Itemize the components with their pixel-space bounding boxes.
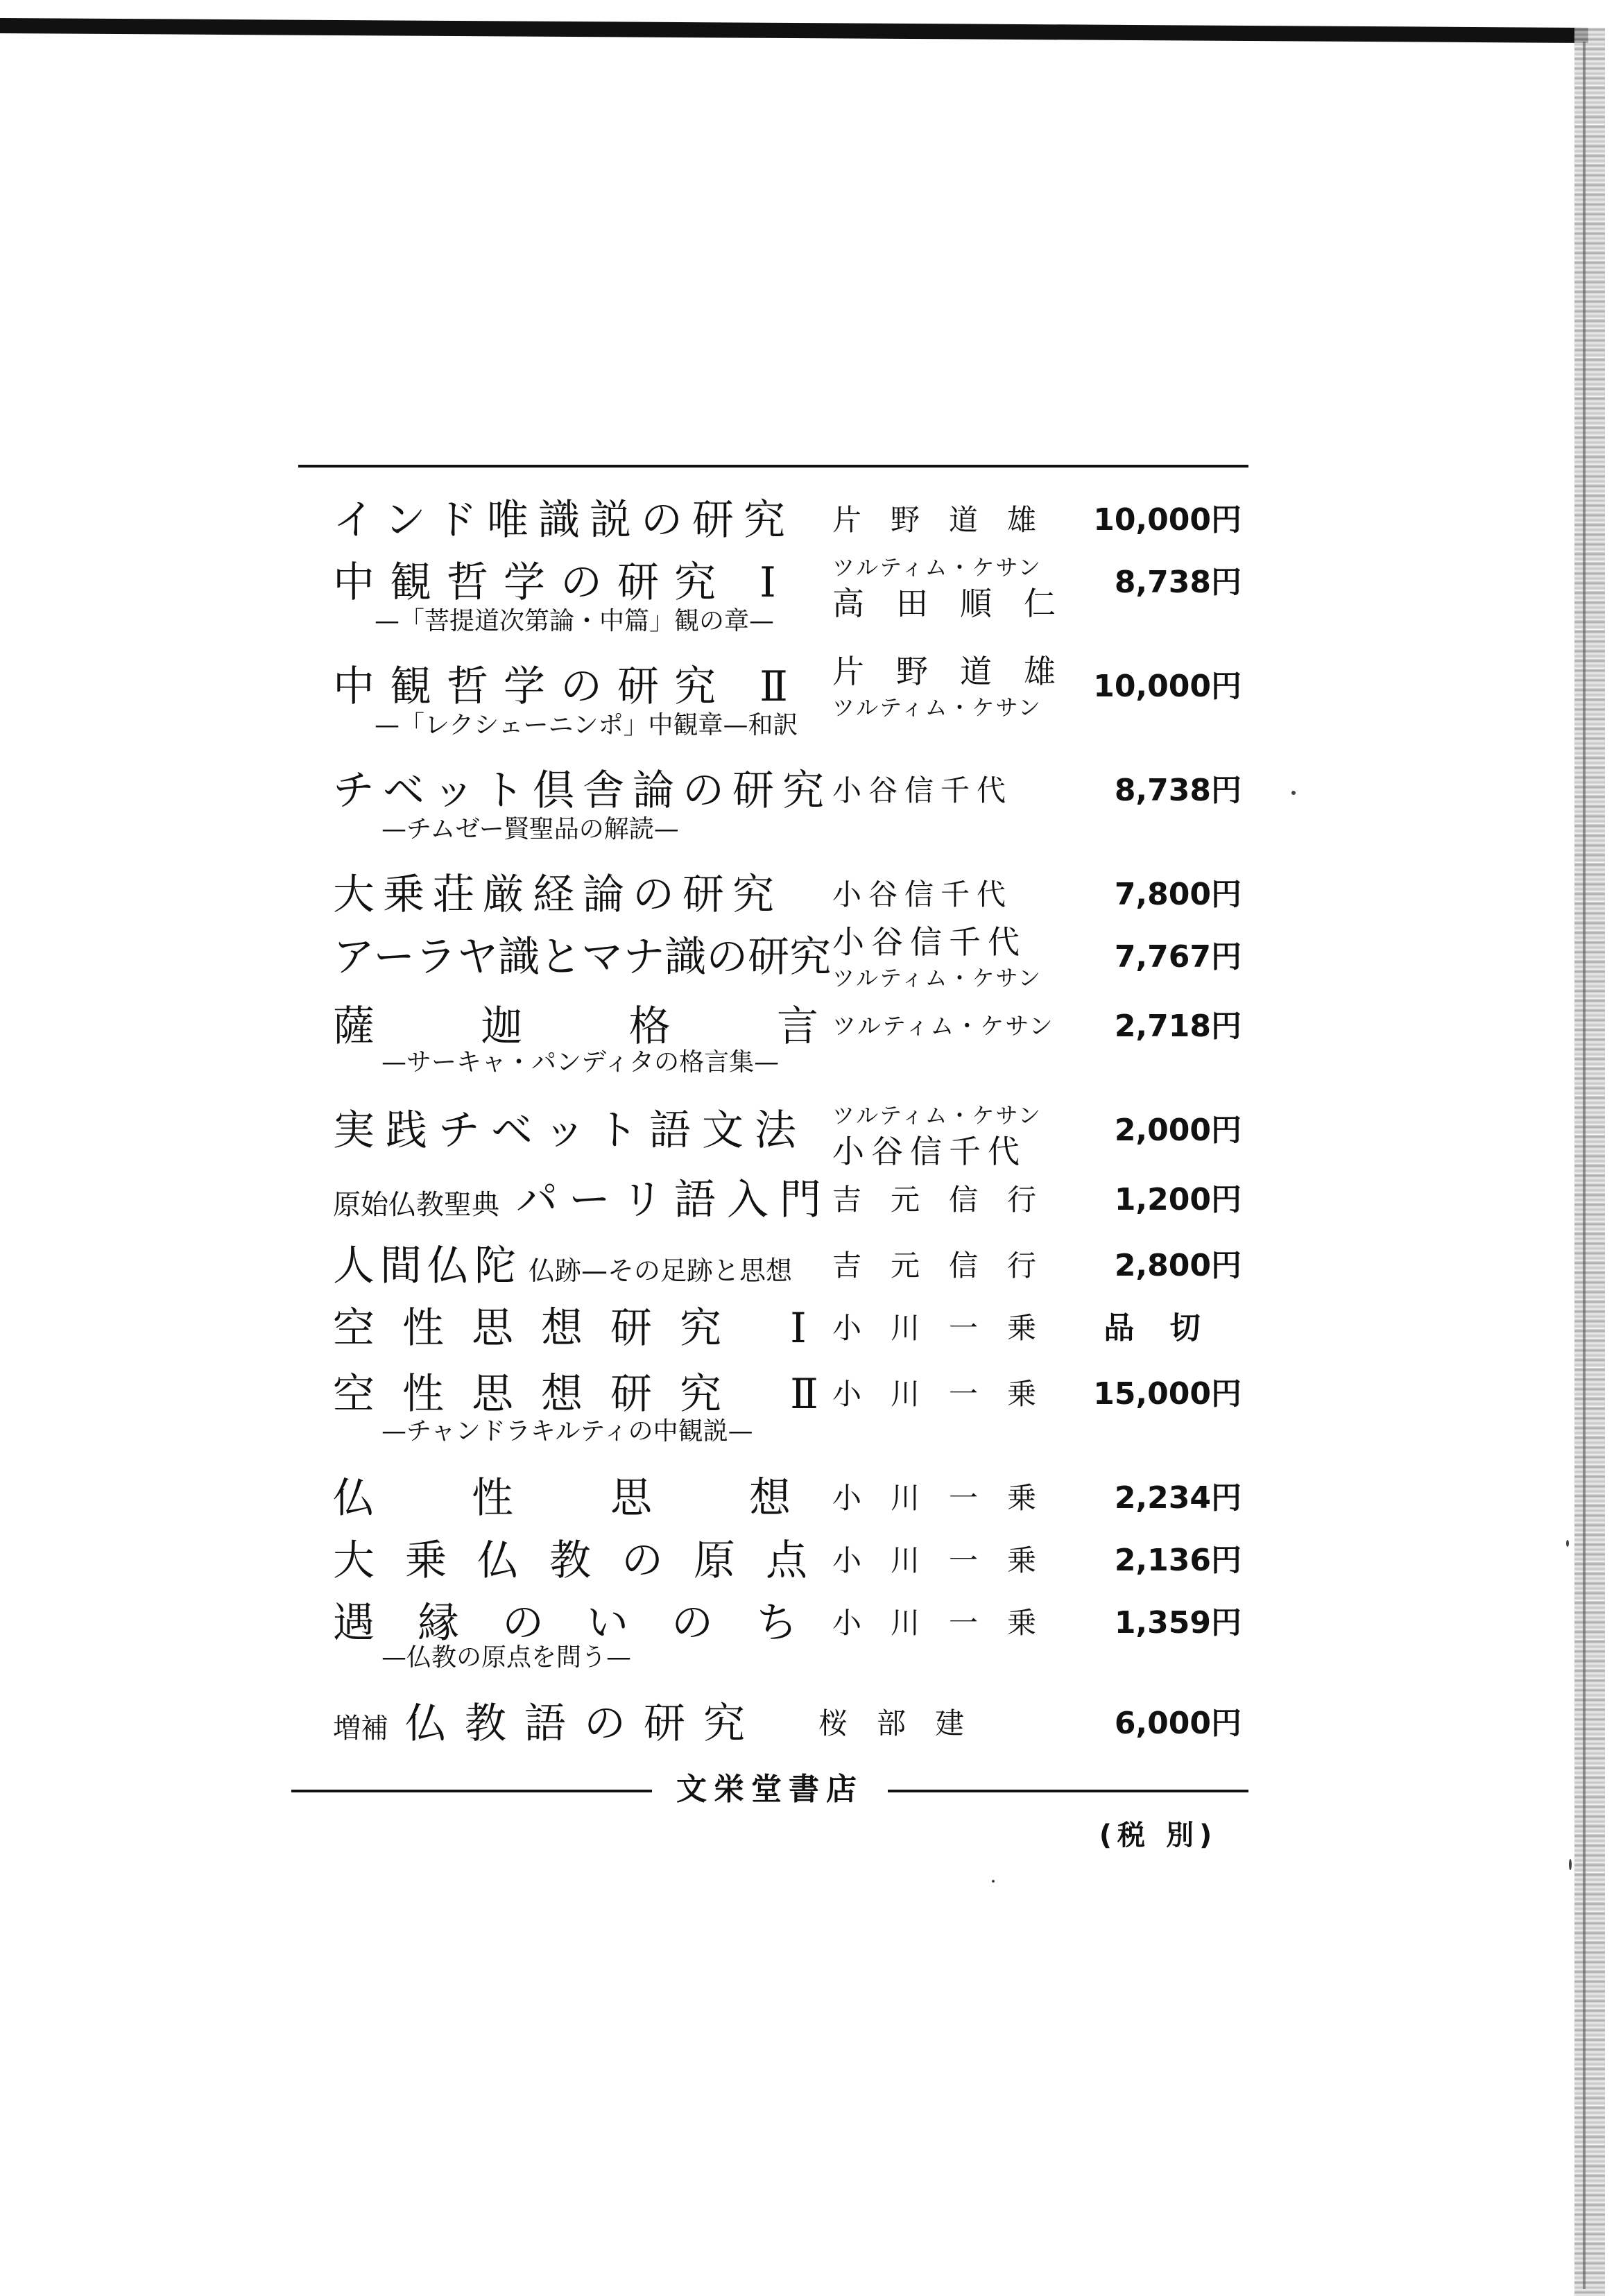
book-author: 小谷信千代 — [832, 773, 1013, 807]
book-authors — [832, 655, 1061, 724]
book-price: 7,767円 — [1114, 939, 1242, 975]
book-subtitle: —「レクシェーニンポ」中観章—和訳 — [375, 711, 798, 739]
book-subtitle: —チャンドラキルティの中観説— — [381, 1417, 753, 1446]
book-authors — [832, 1099, 1061, 1168]
book-author: 片 野 道 雄 — [832, 503, 1037, 537]
book-author: 小谷信千代 — [832, 877, 1013, 911]
book-price: 1,359円 — [1114, 1605, 1242, 1640]
book-author: ツルティム・ケサン — [832, 1102, 1042, 1129]
book-title: 空性思想研究 Ⅱ — [333, 1370, 846, 1419]
book-price: 15,000円 — [1093, 1376, 1242, 1412]
catalog-top-rule — [298, 465, 1248, 468]
book-author: 小 川 一 乗 — [832, 1606, 1037, 1640]
book-title: インド唯識説の研究 — [333, 496, 795, 545]
book-title: 中観哲学の研究 Ⅱ — [333, 662, 803, 711]
book-author: 小 川 一 乗 — [832, 1481, 1037, 1515]
book-catalog — [291, 465, 1262, 1851]
book-price: 2,718円 — [1114, 1009, 1242, 1044]
book-author: ツルティム・ケサン — [832, 694, 1042, 721]
catalog-footer — [291, 1769, 1262, 1851]
book-title: 空性思想研究 Ⅰ — [333, 1304, 834, 1353]
book-author: 吉 元 信 行 — [832, 1183, 1037, 1217]
book-title: 大乗仏教の原点 — [333, 1536, 838, 1585]
book-title: 実践チベット語文法 — [333, 1106, 807, 1155]
book-title: 大乗荘厳経論の研究 — [333, 871, 782, 919]
book-title: 薩 迦 格 言 — [333, 1002, 818, 1051]
book-author: 小 川 一 乗 — [832, 1377, 1037, 1411]
right-scan-edge-line — [1583, 42, 1586, 2289]
book-subtitle: —「菩提道次第論・中篇」観の章— — [375, 607, 775, 635]
book-price: 6,000円 — [1114, 1706, 1242, 1741]
book-price: 1,200円 — [1114, 1182, 1242, 1217]
book-author: ツルティム・ケサン — [832, 965, 1042, 991]
book-author: 高 田 順 仁 — [832, 585, 1056, 622]
book-author: 小 川 一 乗 — [832, 1311, 1037, 1345]
book-title: 増補 仏教語の研究 — [333, 1699, 763, 1748]
book-subtitle: —サーキャ・パンディタの格言集— — [381, 1048, 780, 1077]
book-price: 2,234円 — [1114, 1480, 1242, 1516]
footer-rule-left — [291, 1790, 652, 1792]
top-scan-edge — [0, 18, 1588, 43]
book-title: 遇縁のいのち — [333, 1599, 841, 1647]
book-subtitle: —仏教の原点を問う— — [381, 1643, 632, 1672]
book-price: 2,800円 — [1114, 1248, 1242, 1283]
book-title: 中観哲学の研究 Ⅰ — [333, 558, 791, 607]
book-author: ツルティム・ケサン — [832, 554, 1042, 581]
book-author: 小 川 一 乗 — [832, 1543, 1037, 1577]
book-author: 吉 元 信 行 — [832, 1249, 1037, 1283]
book-price: 8,738円 — [1114, 773, 1242, 808]
tax-note: (税 別) — [1099, 1819, 1218, 1851]
book-price: 品 切 — [1104, 1310, 1213, 1346]
book-title-suffix: 仏跡—その足跡と思想 — [529, 1256, 793, 1286]
book-author: 桜 部 建 — [818, 1706, 965, 1740]
book-authors — [832, 925, 1061, 995]
book-price: 8,738円 — [1114, 565, 1242, 600]
book-author: 片 野 道 雄 — [832, 653, 1056, 690]
book-authors — [832, 551, 1061, 620]
book-price: 7,800円 — [1114, 877, 1242, 912]
right-scan-edge — [1574, 28, 1605, 2296]
book-price: 10,000円 — [1093, 502, 1242, 538]
book-title: 原始仏教聖典 パーリ語入門 — [333, 1176, 832, 1224]
book-price: 10,000円 — [1093, 669, 1242, 704]
footer-rule-right — [888, 1790, 1248, 1792]
book-title: 人間仏陀 仏跡—その足跡と思想 — [333, 1242, 793, 1290]
book-subtitle: —チムゼー賢聖品の解読— — [381, 815, 679, 843]
book-author: 小谷信千代 — [832, 1133, 1027, 1170]
book-title: チベット倶舎論の研究 — [333, 766, 832, 815]
publisher-name: 文栄堂書店 — [676, 1772, 864, 1807]
book-title-prefix: 増補 — [333, 1713, 388, 1745]
book-price: 2,000円 — [1114, 1113, 1242, 1148]
book-author: ツルティム・ケサン — [832, 1013, 1054, 1040]
book-price: 2,136円 — [1114, 1543, 1242, 1578]
book-title: アーラヤ識とマナ識の研究 — [333, 933, 832, 982]
book-author: 小谷信千代 — [832, 923, 1027, 961]
book-title: 仏 性 思 想 — [333, 1474, 791, 1523]
book-title-prefix: 原始仏教聖典 — [333, 1189, 499, 1221]
